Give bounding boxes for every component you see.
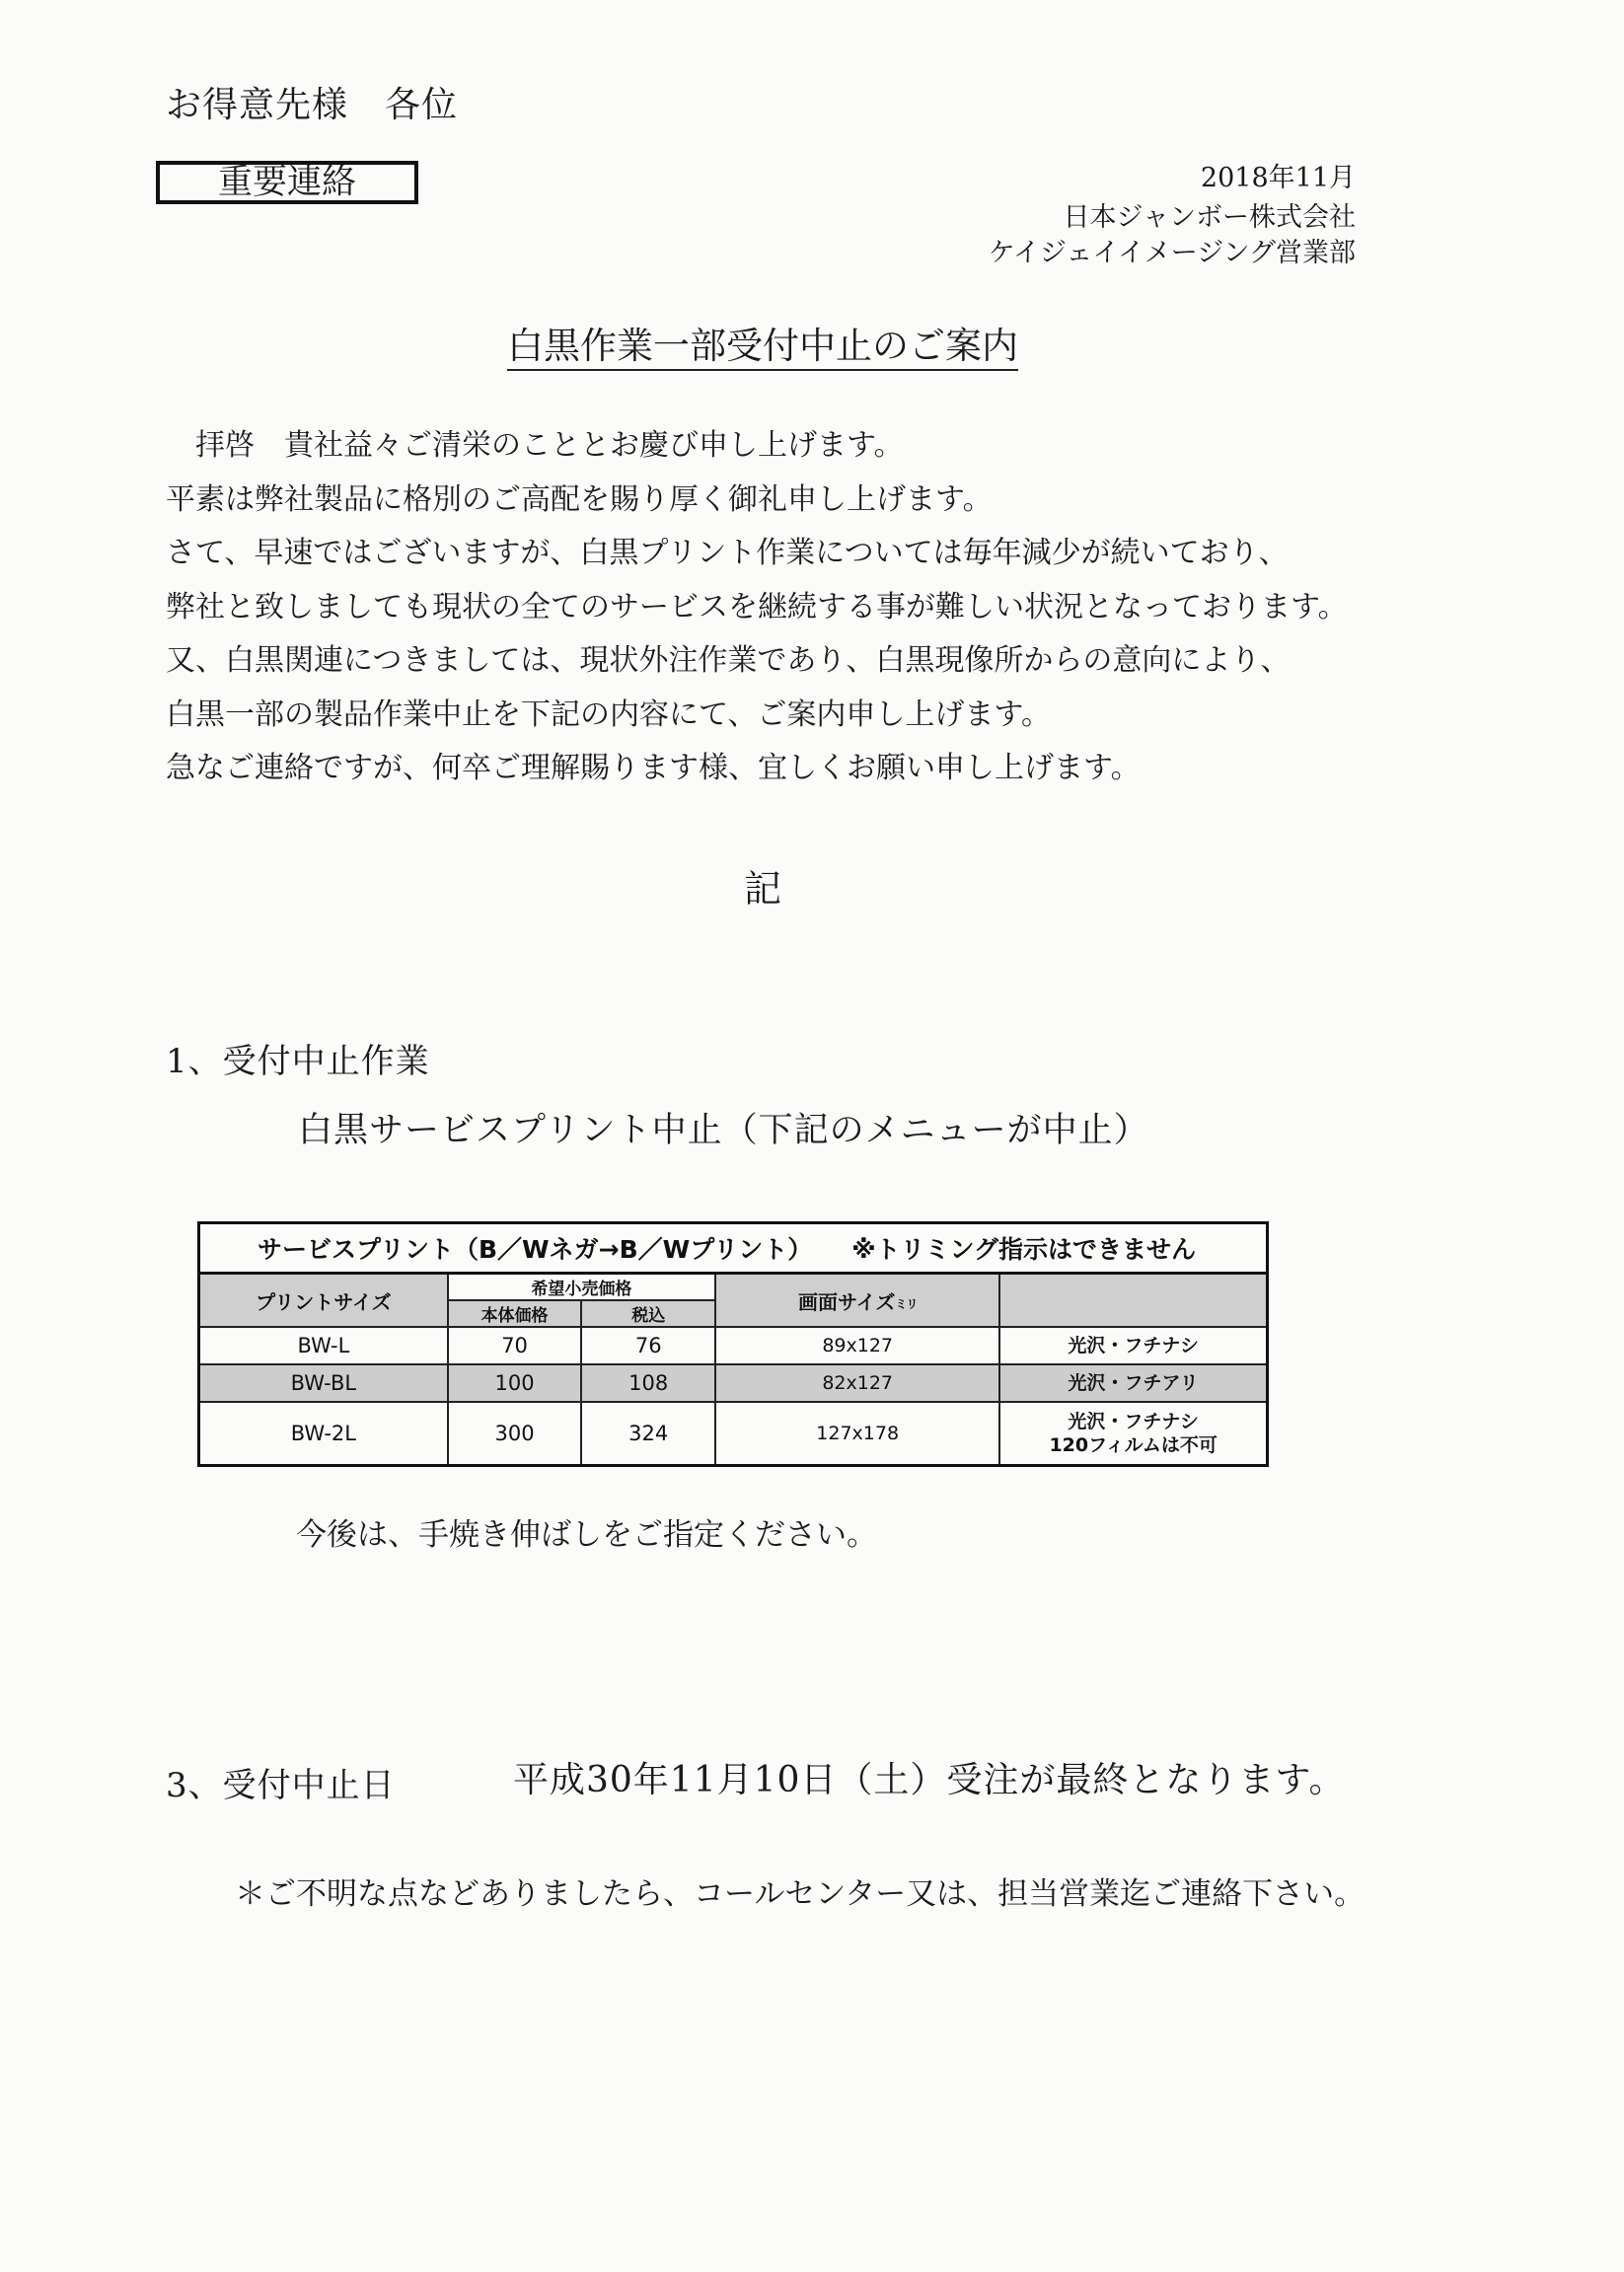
header-price-tax: 税込 [581,1300,715,1327]
body-paragraph [166,419,1348,796]
cell-screen-size: 82x127 [715,1364,999,1402]
body-line: さて、早速ではございますが、白黒プリント作業については毎年減少が続いており、 [166,536,1289,570]
document-title-text: 白黒作業一部受付中止のご案内 [507,325,1018,371]
cell-base-price: 70 [448,1327,582,1364]
sender-company: 日本ジャンボー株式会社 [1063,202,1356,233]
table-row [199,1327,1268,1364]
section1-subheading: 白黒サービスプリント中止（下記のメニューが中止） [298,1111,1149,1150]
cell-note: 光沢・フチナシ [999,1327,1267,1364]
header-screen-size-label: 画面サイズ [797,1289,896,1314]
table-row [199,1402,1268,1466]
cell-note: 光沢・フチアリ [999,1364,1267,1402]
body-line: 弊社と致しましても現状の全てのサービスを継続する事が難しい状況となっております。 [166,589,1348,624]
cell-tax-price: 108 [581,1364,715,1402]
body-line: 拝啓 貴社益々ご清栄のこととお慶び申し上げます。 [166,428,904,463]
header-price-group: 希望小売価格 [448,1274,715,1301]
body-line: 又、白黒関連につきましては、現状外注作業であり、白黒現像所からの意向により、 [166,643,1291,678]
section3-heading: 3、受付中止日 [166,1766,396,1805]
cell-base-price: 100 [448,1364,582,1402]
document-title [0,316,1525,369]
sender-department: ケイジェイイメージング営業部 [988,238,1356,268]
cell-tax-price: 324 [581,1402,715,1466]
table-title-note: ※トリミング指示はできません [851,1235,1197,1264]
cell-screen-size: 89x127 [715,1327,999,1364]
body-line: 急なご連絡ですが、何卒ご理解賜ります様、宜しくお願い申し上げます。 [166,751,1141,785]
cell-size: BW-BL [199,1364,448,1402]
important-notice-box: 重要連絡 [156,161,418,204]
cell-base-price: 300 [448,1402,582,1466]
header-screen-size [715,1274,999,1328]
section1-heading: 1、受付中止作業 [166,1042,430,1081]
contact-note: ＊ご不明な点などありましたら、コールセンター又は、担当営業迄ご連絡下さい。 [235,1876,1366,1912]
header-note [999,1274,1267,1328]
body-line: 平素は弊社製品に格別のご高配を賜り厚く御礼申し上げます。 [166,481,993,517]
table-row [199,1364,1268,1402]
price-table [197,1221,1269,1467]
header-print-size: プリントサイズ [199,1274,448,1328]
cell-tax-price: 76 [581,1327,715,1364]
cell-screen-size: 127x178 [715,1402,999,1466]
cell-note-line2: 120フィルムは不可 [1049,1434,1218,1456]
header-screen-size-unit: ミリ [895,1296,918,1311]
table-title [199,1223,1268,1274]
issue-date: 2018年11月 [1200,163,1356,193]
recipients-line: お得意先様 各位 [166,85,459,125]
cell-size: BW-L [199,1327,448,1364]
cell-size: BW-2L [199,1402,448,1466]
cell-note [999,1402,1267,1466]
table-title-text: サービスプリント（B／Wネガ→B／Wプリント） [258,1235,813,1264]
ki-heading: 記 [743,867,781,911]
cell-note-line1: 光沢・フチナシ [1068,1411,1199,1432]
section3-date: 平成30年11月10日（土）受注が最終となります。 [513,1760,1346,1800]
body-line: 白黒一部の製品作業中止を下記の内容にて、ご案内申し上げます。 [166,696,1051,732]
header-price-base: 本体価格 [448,1300,582,1327]
instruction-text: 今後は、手焼き伸ばしをご指定ください。 [296,1517,877,1553]
